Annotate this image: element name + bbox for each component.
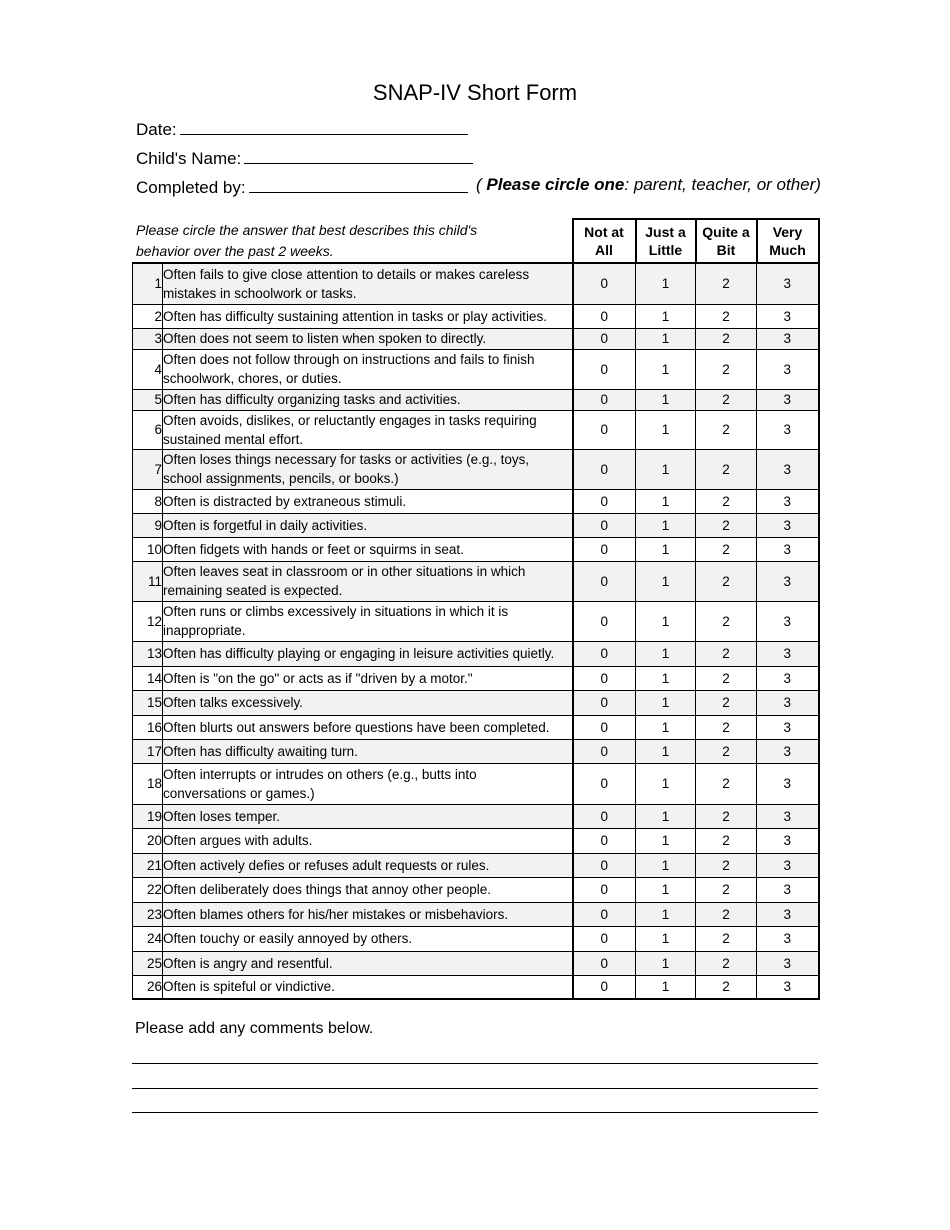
item-text-line-1: Often actively defies or refuses adult requests or rules. bbox=[163, 857, 490, 873]
option-just-a-little[interactable]: 1 bbox=[636, 263, 696, 304]
option-quite-a-bit[interactable]: 2 bbox=[696, 666, 757, 690]
comments-label: Please add any comments below. bbox=[135, 1020, 374, 1037]
child-name-field[interactable] bbox=[136, 147, 473, 169]
option-just-a-little[interactable]: 1 bbox=[636, 666, 696, 690]
item-row bbox=[133, 328, 819, 349]
option-quite-a-bit[interactable]: 2 bbox=[696, 263, 757, 304]
comment-line[interactable] bbox=[132, 1088, 818, 1089]
item-text-line-2: inappropriate. bbox=[163, 623, 246, 638]
option-very-much[interactable]: 3 bbox=[757, 926, 819, 951]
item-text bbox=[163, 975, 573, 999]
option-just-a-little[interactable]: 1 bbox=[636, 739, 696, 763]
option-very-much[interactable]: 3 bbox=[757, 561, 819, 601]
item-text bbox=[163, 951, 573, 975]
item-number: 14 bbox=[133, 666, 163, 690]
option-not-at-all[interactable]: 0 bbox=[573, 389, 636, 410]
option-very-much[interactable]: 3 bbox=[757, 666, 819, 690]
item-row bbox=[133, 975, 819, 999]
option-just-a-little[interactable]: 1 bbox=[636, 690, 696, 715]
instructions-line-1: Please circle the answer that best describes this child's bbox=[136, 222, 478, 238]
item-text bbox=[163, 410, 573, 449]
option-not-at-all[interactable]: 0 bbox=[573, 853, 636, 877]
option-not-at-all[interactable]: 0 bbox=[573, 666, 636, 690]
item-number: 4 bbox=[133, 349, 163, 389]
item-number: 22 bbox=[133, 877, 163, 902]
item-text-line-1: Often blames others for his/her mistakes or misbehaviors. bbox=[163, 906, 509, 922]
item-row bbox=[133, 853, 819, 877]
item-row bbox=[133, 926, 819, 951]
item-number: 24 bbox=[133, 926, 163, 951]
header-not-at-all bbox=[573, 219, 636, 263]
item-text bbox=[163, 389, 573, 410]
item-row bbox=[133, 877, 819, 902]
option-very-much[interactable]: 3 bbox=[757, 349, 819, 389]
comment-line[interactable] bbox=[132, 1112, 818, 1113]
header-l2: Much bbox=[769, 242, 806, 258]
header-very-much bbox=[757, 219, 819, 263]
option-very-much[interactable]: 3 bbox=[757, 641, 819, 666]
option-just-a-little[interactable]: 1 bbox=[636, 601, 696, 641]
child-name-line[interactable] bbox=[244, 147, 473, 164]
item-text-line-1: Often blurts out answers before questions have been completed. bbox=[163, 719, 550, 735]
option-quite-a-bit[interactable]: 2 bbox=[696, 975, 757, 999]
option-quite-a-bit[interactable]: 2 bbox=[696, 828, 757, 853]
option-very-much[interactable]: 3 bbox=[757, 263, 819, 304]
item-row bbox=[133, 666, 819, 690]
option-not-at-all[interactable]: 0 bbox=[573, 513, 636, 537]
item-number: 9 bbox=[133, 513, 163, 537]
option-quite-a-bit[interactable]: 2 bbox=[696, 853, 757, 877]
child-name-label: Child's Name: bbox=[136, 149, 242, 168]
item-number: 13 bbox=[133, 641, 163, 666]
item-text bbox=[163, 349, 573, 389]
option-quite-a-bit[interactable]: 2 bbox=[696, 715, 757, 739]
item-text bbox=[163, 263, 573, 304]
option-not-at-all[interactable]: 0 bbox=[573, 601, 636, 641]
item-text-line-1: Often has difficulty awaiting turn. bbox=[163, 743, 358, 759]
item-text-line-1: Often leaves seat in classroom or in other situations in which bbox=[163, 564, 526, 579]
option-not-at-all[interactable]: 0 bbox=[573, 951, 636, 975]
item-row bbox=[133, 304, 819, 328]
option-just-a-little[interactable]: 1 bbox=[636, 715, 696, 739]
option-just-a-little[interactable]: 1 bbox=[636, 877, 696, 902]
item-number: 20 bbox=[133, 828, 163, 853]
option-just-a-little[interactable]: 1 bbox=[636, 349, 696, 389]
option-not-at-all[interactable]: 0 bbox=[573, 304, 636, 328]
circle-paren: ( bbox=[476, 175, 482, 194]
item-number: 3 bbox=[133, 328, 163, 349]
item-text bbox=[163, 763, 573, 804]
item-row bbox=[133, 513, 819, 537]
item-text-line-1: Often is spiteful or vindictive. bbox=[163, 979, 335, 995]
date-line[interactable] bbox=[180, 118, 468, 135]
item-text bbox=[163, 537, 573, 561]
item-row bbox=[133, 715, 819, 739]
option-just-a-little[interactable]: 1 bbox=[636, 449, 696, 489]
item-number: 25 bbox=[133, 951, 163, 975]
item-text-line-2: schoolwork, chores, or duties. bbox=[163, 371, 342, 386]
option-very-much[interactable]: 3 bbox=[757, 853, 819, 877]
item-text-line-1: Often loses things necessary for tasks or activities (e.g., toys, bbox=[163, 452, 530, 467]
option-quite-a-bit[interactable]: 2 bbox=[696, 349, 757, 389]
option-very-much[interactable]: 3 bbox=[757, 489, 819, 513]
date-field[interactable] bbox=[136, 118, 468, 140]
item-text-line-1: Often has difficulty organizing tasks and activities. bbox=[163, 392, 461, 407]
option-quite-a-bit[interactable]: 2 bbox=[696, 902, 757, 926]
item-text bbox=[163, 328, 573, 349]
item-text bbox=[163, 449, 573, 489]
item-number: 19 bbox=[133, 804, 163, 828]
item-text-line-1: Often does not seem to listen when spoken to directly. bbox=[163, 331, 487, 346]
item-text bbox=[163, 513, 573, 537]
option-not-at-all[interactable]: 0 bbox=[573, 739, 636, 763]
item-row bbox=[133, 537, 819, 561]
item-text bbox=[163, 690, 573, 715]
option-just-a-little[interactable]: 1 bbox=[636, 410, 696, 449]
item-row bbox=[133, 902, 819, 926]
item-number: 7 bbox=[133, 449, 163, 489]
item-text bbox=[163, 489, 573, 513]
option-not-at-all[interactable]: 0 bbox=[573, 690, 636, 715]
option-quite-a-bit[interactable]: 2 bbox=[696, 601, 757, 641]
option-quite-a-bit[interactable]: 2 bbox=[696, 926, 757, 951]
option-just-a-little[interactable]: 1 bbox=[636, 951, 696, 975]
option-quite-a-bit[interactable]: 2 bbox=[696, 449, 757, 489]
option-not-at-all[interactable]: 0 bbox=[573, 715, 636, 739]
item-text-line-1: Often is forgetful in daily activities. bbox=[163, 517, 368, 533]
header-just-a-little bbox=[636, 219, 696, 263]
option-quite-a-bit[interactable]: 2 bbox=[696, 951, 757, 975]
option-just-a-little[interactable]: 1 bbox=[636, 489, 696, 513]
option-not-at-all[interactable]: 0 bbox=[573, 561, 636, 601]
item-text-line-2: sustained mental effort. bbox=[163, 431, 304, 447]
item-text-line-1: Often interrupts or intrudes on others (e.g., butts into bbox=[163, 766, 477, 782]
item-text bbox=[163, 902, 573, 926]
option-just-a-little[interactable]: 1 bbox=[636, 537, 696, 561]
option-just-a-little[interactable]: 1 bbox=[636, 304, 696, 328]
option-very-much[interactable]: 3 bbox=[757, 739, 819, 763]
item-text bbox=[163, 561, 573, 601]
item-text bbox=[163, 739, 573, 763]
item-row bbox=[133, 489, 819, 513]
header-l2: Little bbox=[648, 242, 683, 258]
date-label: Date: bbox=[136, 120, 177, 139]
option-not-at-all[interactable]: 0 bbox=[573, 926, 636, 951]
option-quite-a-bit[interactable]: 2 bbox=[696, 410, 757, 449]
option-quite-a-bit[interactable]: 2 bbox=[696, 513, 757, 537]
item-text bbox=[163, 926, 573, 951]
item-text-line-1: Often deliberately does things that annoy other people. bbox=[163, 882, 491, 897]
item-row bbox=[133, 951, 819, 975]
item-text-line-1: Often avoids, dislikes, or reluctantly engages in tasks requiring bbox=[163, 412, 537, 428]
item-text bbox=[163, 641, 573, 666]
item-text-line-1: Often is distracted by extraneous stimuli. bbox=[163, 493, 407, 509]
item-row bbox=[133, 349, 819, 389]
item-number: 11 bbox=[133, 561, 163, 601]
header-spacer bbox=[133, 219, 573, 263]
option-not-at-all[interactable]: 0 bbox=[573, 975, 636, 999]
item-text-line-2: conversations or games.) bbox=[163, 785, 315, 801]
option-just-a-little[interactable]: 1 bbox=[636, 561, 696, 601]
item-row bbox=[133, 389, 819, 410]
item-text-line-1: Often has difficulty sustaining attention in tasks or play activities. bbox=[163, 308, 547, 324]
option-quite-a-bit[interactable]: 2 bbox=[696, 561, 757, 601]
option-just-a-little[interactable]: 1 bbox=[636, 975, 696, 999]
item-row bbox=[133, 804, 819, 828]
item-number: 1 bbox=[133, 263, 163, 304]
item-text-line-1: Often runs or climbs excessively in situations in which it is bbox=[163, 604, 509, 619]
item-number: 12 bbox=[133, 601, 163, 641]
option-very-much[interactable]: 3 bbox=[757, 389, 819, 410]
respondent-type-note bbox=[476, 175, 821, 195]
option-not-at-all[interactable]: 0 bbox=[573, 263, 636, 304]
option-quite-a-bit[interactable]: 2 bbox=[696, 763, 757, 804]
item-text-line-1: Often touchy or easily annoyed by others. bbox=[163, 931, 413, 946]
option-very-much[interactable]: 3 bbox=[757, 690, 819, 715]
option-just-a-little[interactable]: 1 bbox=[636, 513, 696, 537]
header-l2: Bit bbox=[716, 242, 736, 258]
item-row bbox=[133, 410, 819, 449]
header-quite-a-bit bbox=[696, 219, 757, 263]
item-number: 17 bbox=[133, 739, 163, 763]
option-very-much[interactable]: 3 bbox=[757, 537, 819, 561]
header-l1: Just a bbox=[645, 224, 686, 240]
item-text bbox=[163, 715, 573, 739]
completed-by-label: Completed by: bbox=[136, 178, 246, 197]
option-very-much[interactable]: 3 bbox=[757, 449, 819, 489]
item-text-line-2: mistakes in schoolwork or tasks. bbox=[163, 285, 357, 301]
item-number: 26 bbox=[133, 975, 163, 999]
option-very-much[interactable]: 3 bbox=[757, 715, 819, 739]
item-text-line-2: remaining seated is expected. bbox=[163, 583, 343, 598]
option-not-at-all[interactable]: 0 bbox=[573, 763, 636, 804]
option-very-much[interactable]: 3 bbox=[757, 877, 819, 902]
item-text-line-1: Often does not follow through on instructions and fails to finish bbox=[163, 352, 535, 367]
option-quite-a-bit[interactable]: 2 bbox=[696, 739, 757, 763]
comment-line[interactable] bbox=[132, 1063, 818, 1064]
item-text bbox=[163, 666, 573, 690]
option-quite-a-bit[interactable]: 2 bbox=[696, 389, 757, 410]
item-row bbox=[133, 561, 819, 601]
rating-table bbox=[132, 218, 820, 1000]
option-very-much[interactable]: 3 bbox=[757, 804, 819, 828]
option-just-a-little[interactable]: 1 bbox=[636, 828, 696, 853]
option-not-at-all[interactable]: 0 bbox=[573, 537, 636, 561]
item-rows bbox=[133, 263, 819, 999]
option-just-a-little[interactable]: 1 bbox=[636, 902, 696, 926]
item-row bbox=[133, 690, 819, 715]
item-row bbox=[133, 449, 819, 489]
item-number: 5 bbox=[133, 389, 163, 410]
option-quite-a-bit[interactable]: 2 bbox=[696, 641, 757, 666]
item-text-line-1: Often fidgets with hands or feet or squirms in seat. bbox=[163, 541, 464, 557]
option-very-much[interactable]: 3 bbox=[757, 328, 819, 349]
option-very-much[interactable]: 3 bbox=[757, 975, 819, 999]
option-quite-a-bit[interactable]: 2 bbox=[696, 328, 757, 349]
option-just-a-little[interactable]: 1 bbox=[636, 926, 696, 951]
option-not-at-all[interactable]: 0 bbox=[573, 449, 636, 489]
option-very-much[interactable]: 3 bbox=[757, 410, 819, 449]
item-number: 21 bbox=[133, 853, 163, 877]
circle-instruction: Please circle one bbox=[486, 175, 625, 194]
item-text bbox=[163, 853, 573, 877]
item-number: 6 bbox=[133, 410, 163, 449]
option-quite-a-bit[interactable]: 2 bbox=[696, 537, 757, 561]
item-text bbox=[163, 601, 573, 641]
item-row bbox=[133, 763, 819, 804]
item-row bbox=[133, 828, 819, 853]
item-number: 8 bbox=[133, 489, 163, 513]
item-number: 23 bbox=[133, 902, 163, 926]
option-just-a-little[interactable]: 1 bbox=[636, 853, 696, 877]
option-very-much[interactable]: 3 bbox=[757, 951, 819, 975]
option-not-at-all[interactable]: 0 bbox=[573, 641, 636, 666]
option-not-at-all[interactable]: 0 bbox=[573, 902, 636, 926]
option-quite-a-bit[interactable]: 2 bbox=[696, 804, 757, 828]
option-quite-a-bit[interactable]: 2 bbox=[696, 690, 757, 715]
option-not-at-all[interactable]: 0 bbox=[573, 877, 636, 902]
option-very-much[interactable]: 3 bbox=[757, 513, 819, 537]
item-row bbox=[133, 739, 819, 763]
item-text-line-1: Often is "on the go" or acts as if "driven by a motor." bbox=[163, 670, 473, 686]
item-text-line-1: Often loses temper. bbox=[163, 808, 281, 824]
option-not-at-all[interactable]: 0 bbox=[573, 410, 636, 449]
header-l2: All bbox=[595, 242, 613, 258]
page-title: SNAP-IV Short Form bbox=[372, 80, 578, 105]
instructions-line-2: behavior over the past 2 weeks. bbox=[136, 243, 334, 259]
option-very-much[interactable]: 3 bbox=[757, 763, 819, 804]
item-text bbox=[163, 304, 573, 328]
item-row bbox=[133, 641, 819, 666]
option-just-a-little[interactable]: 1 bbox=[636, 389, 696, 410]
option-not-at-all[interactable]: 0 bbox=[573, 828, 636, 853]
item-text-line-1: Often has difficulty playing or engaging in leisure activities quietly. bbox=[163, 646, 555, 661]
option-quite-a-bit[interactable]: 2 bbox=[696, 877, 757, 902]
item-text-line-2: school assignments, pencils, or books.) bbox=[163, 471, 399, 486]
respondent-options: : parent, teacher, or other) bbox=[624, 175, 821, 194]
item-text bbox=[163, 828, 573, 853]
item-number: 15 bbox=[133, 690, 163, 715]
completed-by-field[interactable] bbox=[136, 176, 468, 198]
option-very-much[interactable]: 3 bbox=[757, 902, 819, 926]
item-text bbox=[163, 804, 573, 828]
option-just-a-little[interactable]: 1 bbox=[636, 763, 696, 804]
item-text bbox=[163, 877, 573, 902]
item-number: 18 bbox=[133, 763, 163, 804]
item-row bbox=[133, 601, 819, 641]
option-not-at-all[interactable]: 0 bbox=[573, 328, 636, 349]
header-l1: Very bbox=[772, 224, 803, 240]
option-quite-a-bit[interactable]: 2 bbox=[696, 304, 757, 328]
option-quite-a-bit[interactable]: 2 bbox=[696, 489, 757, 513]
option-very-much[interactable]: 3 bbox=[757, 304, 819, 328]
item-number: 10 bbox=[133, 537, 163, 561]
item-text-line-1: Often talks excessively. bbox=[163, 695, 304, 710]
option-just-a-little[interactable]: 1 bbox=[636, 804, 696, 828]
item-number: 2 bbox=[133, 304, 163, 328]
option-not-at-all[interactable]: 0 bbox=[573, 489, 636, 513]
option-very-much[interactable]: 3 bbox=[757, 828, 819, 853]
option-not-at-all[interactable]: 0 bbox=[573, 349, 636, 389]
option-just-a-little[interactable]: 1 bbox=[636, 328, 696, 349]
option-just-a-little[interactable]: 1 bbox=[636, 641, 696, 666]
item-row bbox=[133, 263, 819, 304]
option-very-much[interactable]: 3 bbox=[757, 601, 819, 641]
item-number: 16 bbox=[133, 715, 163, 739]
option-not-at-all[interactable]: 0 bbox=[573, 804, 636, 828]
item-text-line-1: Often argues with adults. bbox=[163, 833, 313, 848]
completed-by-line[interactable] bbox=[249, 176, 468, 193]
item-text-line-1: Often fails to give close attention to details or makes careless bbox=[163, 266, 530, 282]
header-l1: Not at bbox=[584, 224, 624, 240]
item-text-line-1: Often is angry and resentful. bbox=[163, 955, 333, 971]
header-l1: Quite a bbox=[702, 224, 750, 240]
